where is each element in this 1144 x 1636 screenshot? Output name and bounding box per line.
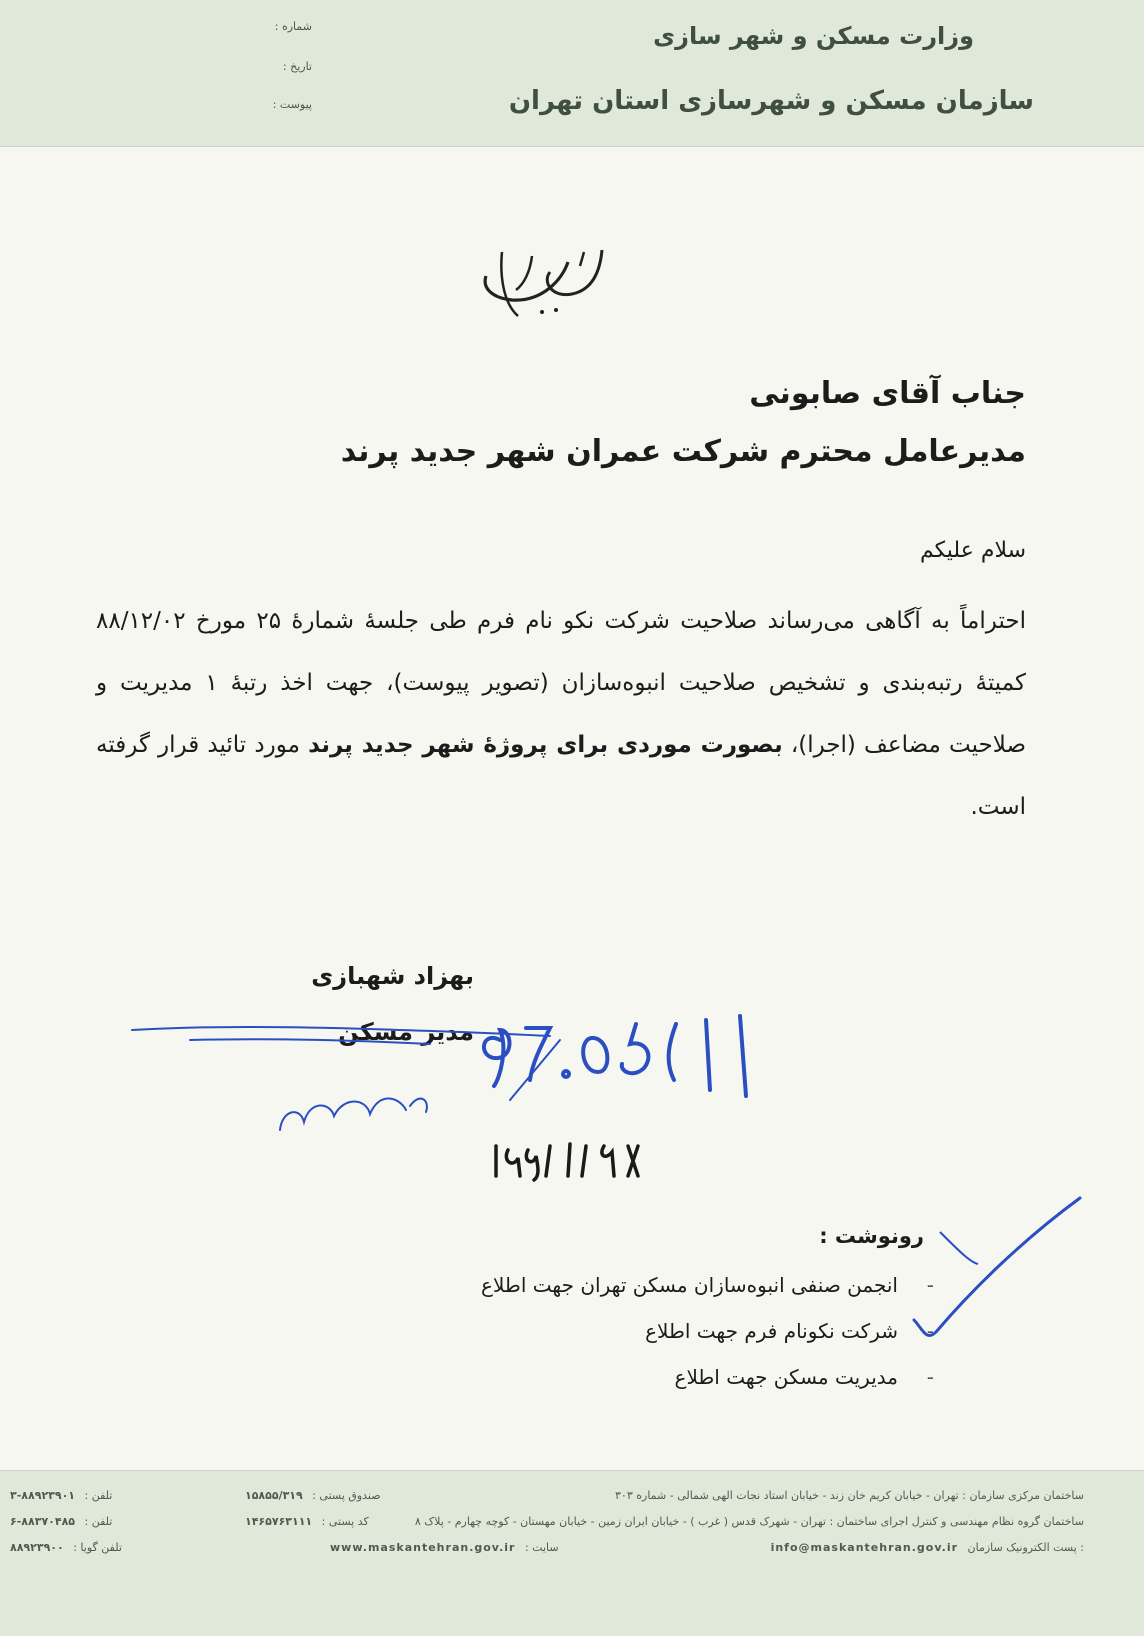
cc-label: رونوشت : [819, 1224, 924, 1248]
handwritten-date [488, 1136, 648, 1186]
greeting: سلام علیکم [919, 538, 1026, 563]
recipient-name: جناب آقای صابونی [749, 376, 1026, 411]
ministry-name: وزارت مسکن و شهر سازی [653, 22, 974, 50]
organization-name: سازمان مسکن و شهرسازی استان تهران [508, 86, 1034, 116]
footer-postal-row [245, 1515, 369, 1528]
body-part-1: احتراماً به آگاهی می‌رساند صلاحیت شرکت نکو نام فرم طی جلسهٔ شمارهٔ ۲۵ مورخ ۸۸/۱۲/۰۲ کمیتهٔ رتبه‌بندی و تشخیص صلاحیت انبوه‌سازان (تصویر پیوست)، جهت اخذ رتبهٔ ۱ مدیریت و صلاحیت مضاعف (اجرا)، [96, 608, 1027, 758]
footer-tel-label: تلفن : [84, 1489, 113, 1502]
signature [130, 1010, 600, 1140]
footer-address-main: ساختمان مرکزی سازمان : تهران - خیابان کریم خان زند - خیابان استاد نجات الهی شمالی - شماره ۳۰۳ [615, 1489, 1084, 1502]
footer-tel: ۸۸۳۷۰۴۸۵-۶ [10, 1515, 76, 1528]
number-label: شماره : [274, 20, 312, 33]
body-part-2: مورد تائید قرار گرفته است. [96, 732, 1026, 820]
cc-item-text: مدیریت مسکن جهت اطلاع [674, 1365, 898, 1389]
letterhead [0, 0, 1144, 147]
footer-email-label: پست الکترونیک سازمان : [967, 1541, 1084, 1554]
footer-postal: ۱۴۶۵۷۶۳۱۱۱ [245, 1515, 313, 1528]
footer-tel-row [10, 1541, 122, 1554]
cc-list [334, 1262, 934, 1400]
list-item [334, 1308, 934, 1354]
signer-name: بهزاد شهبازی [311, 962, 474, 990]
body-bold-1: بصورت موردی برای پروژهٔ شهر جدید پرند [308, 732, 783, 758]
footer [0, 1470, 1144, 1636]
footer-pobox-label: صندوق پستی : [312, 1489, 381, 1502]
footer-email[interactable]: info@maskantehran.gov.ir [770, 1541, 959, 1554]
footer-site-row [330, 1541, 559, 1554]
cc-item-text: انجمن صنفی انبوه‌سازان مسکن تهران جهت اطلاع [481, 1273, 898, 1297]
cc-dash: - [926, 1273, 934, 1297]
recipient-title: مدیرعامل محترم شرکت عمران شهر جدید پرند [340, 434, 1026, 469]
footer-postal-label: کد پستی : [321, 1515, 369, 1528]
letter-body [96, 590, 1026, 838]
list-item [334, 1354, 934, 1400]
checkmark-icon [900, 1192, 1090, 1352]
cc-dash: - [926, 1365, 934, 1389]
invocation-calligraphy [472, 232, 622, 322]
footer-tel-label: تلفن : [84, 1515, 113, 1528]
footer-pobox-row [245, 1489, 381, 1502]
footer-tel: ۸۸۹۲۳۹۰۰ [10, 1541, 64, 1554]
attachment-label: پیوست : [272, 98, 312, 111]
list-item [334, 1262, 934, 1308]
cc-dash: - [926, 1319, 934, 1343]
signer-title: مدیر مسکن [338, 1018, 474, 1046]
footer-tel-row [10, 1489, 112, 1502]
date-label: تاریخ : [282, 60, 312, 73]
footer-address-branch: ساختمان گروه نظام مهندسی و کنترل اجرای ساختمان : تهران - شهرک قدس ( غرب ) - خیابان ایران زمین - خیابان مهستان - کوچه چهارم - پلاک ۸ [414, 1515, 1084, 1528]
footer-tel: ۸۸۹۲۳۹۰۱-۳ [10, 1489, 76, 1502]
cc-item-text: شرکت نکونام فرم جهت اطلاع [645, 1319, 898, 1343]
footer-site-label: سایت : [524, 1541, 559, 1554]
footer-tel-label: تلفن گویا : [73, 1541, 122, 1554]
footer-tel-row [10, 1515, 112, 1528]
footer-pobox: ۱۵۸۵۵/۳۱۹ [245, 1489, 303, 1502]
footer-site[interactable]: www.maskantehran.gov.ir [330, 1541, 516, 1554]
footer-email-row [771, 1541, 1084, 1554]
